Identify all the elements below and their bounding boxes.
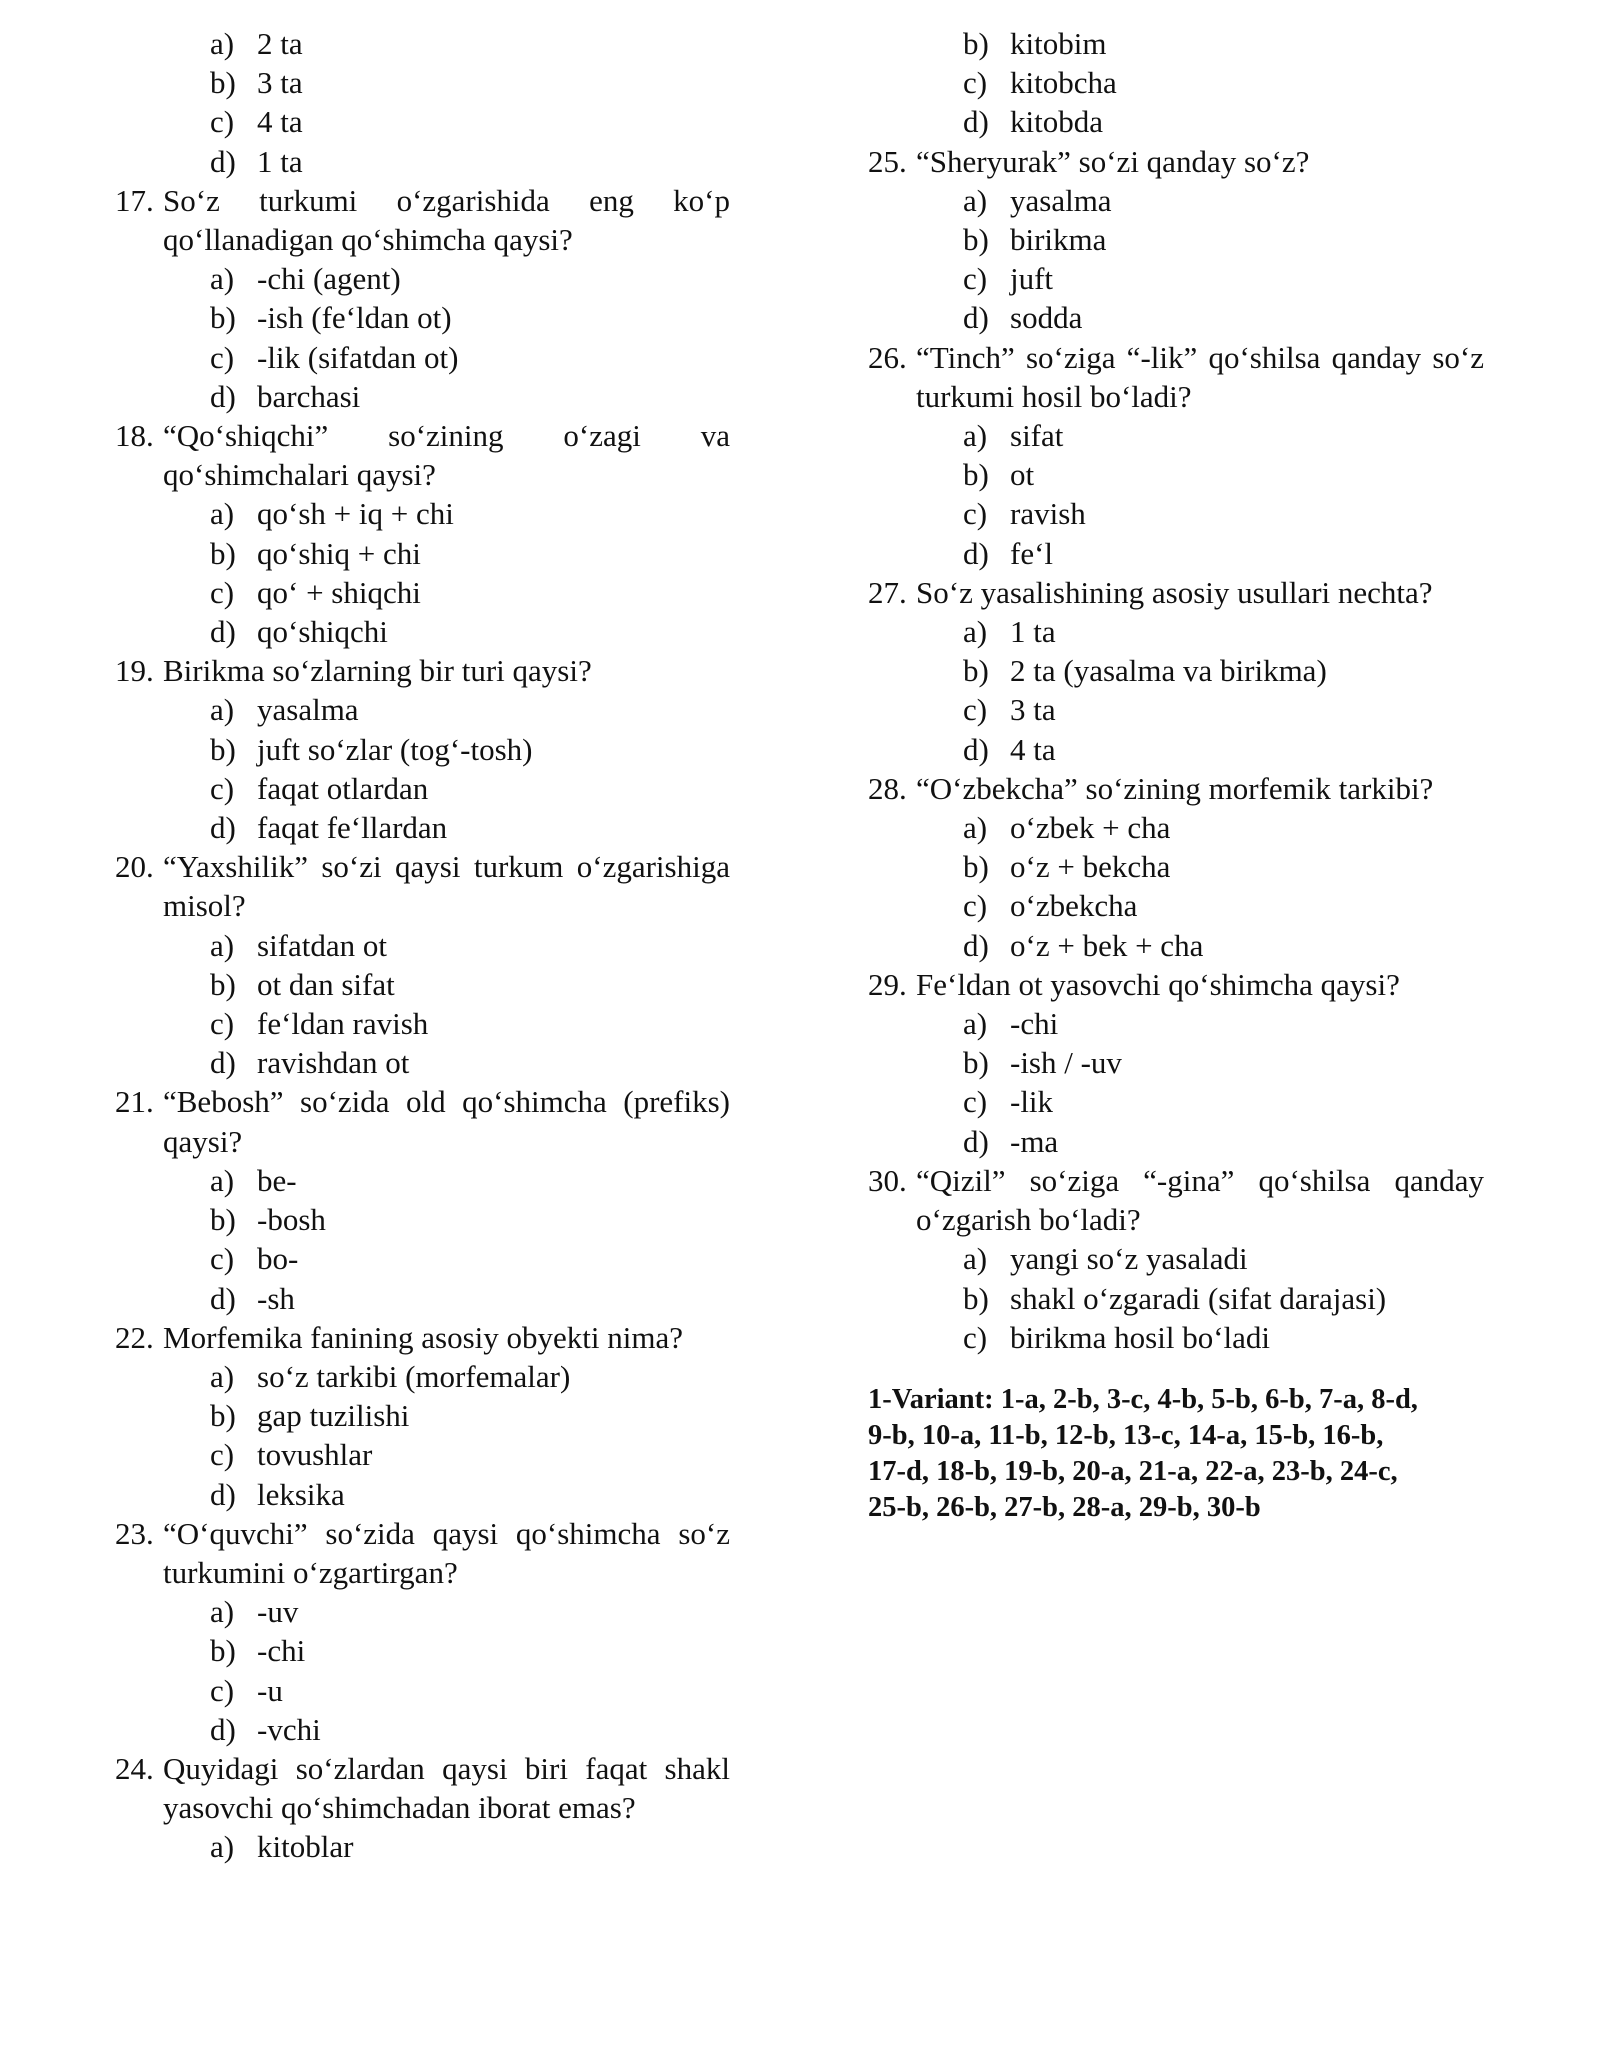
question-number: 19. [115,653,154,689]
answer-option [868,1043,1484,1082]
option-text: fe‘ldan ravish [257,1006,429,1042]
answer-option [868,1279,1484,1318]
option-text: 2 ta (yasalma va birikma) [1010,653,1327,689]
question [868,338,1484,416]
option-letter: b) [963,653,989,689]
question-block [115,416,730,651]
answer-option [115,730,730,769]
answer-option [115,1671,730,1710]
option-letter: c) [210,1437,235,1473]
question [115,1082,730,1160]
question [868,1161,1484,1239]
answer-option [115,1043,730,1082]
answer-option [868,259,1484,298]
option-letter: b) [210,1633,236,1669]
option-letter: c) [210,104,235,140]
question-number: 18. [115,418,154,454]
answer-option [868,847,1484,886]
option-letter: a) [210,1162,235,1198]
answer-option [868,534,1484,573]
question-block [115,181,730,416]
option-letter: c) [963,888,988,924]
question-block [868,965,1484,1161]
option-letter: a) [210,1829,235,1865]
option-text: 3 ta [257,65,303,101]
answer-option [115,102,730,141]
answer-option [115,142,730,181]
option-text: kitoblar [257,1829,354,1865]
option-text: 3 ta [1010,692,1056,728]
option-letter: d) [963,927,989,963]
option-letter: a) [963,418,988,454]
option-letter: c) [963,1319,988,1355]
option-text: barchasi [257,378,361,414]
answer-option [868,102,1484,141]
option-letter: c) [210,339,235,375]
question-block [868,142,1484,338]
option-letter: b) [210,966,236,1002]
answer-option [115,690,730,729]
option-letter: b) [963,1045,989,1081]
option-letter: b) [963,457,989,493]
option-text: -sh [257,1280,295,1316]
answer-option [115,1396,730,1435]
option-letter: b) [210,300,236,336]
question-number: 28. [868,770,907,806]
left-column [115,24,730,1867]
answer-option [868,181,1484,220]
answer-option [868,298,1484,337]
option-letter: a) [210,927,235,963]
answer-option [868,690,1484,729]
question-block [868,1161,1484,1357]
question-text: “Yaxshilik” so‘zi qaysi turkum o‘zgarishiga misol? [163,849,730,924]
answer-option [868,1004,1484,1043]
option-text: faqat fe‘llardan [257,810,448,846]
answer-option [868,612,1484,651]
option-letter: c) [963,261,988,297]
option-letter: c) [210,1006,235,1042]
answer-option [868,1122,1484,1161]
question [868,965,1484,1004]
option-letter: d) [210,1476,236,1512]
question-text: “Sheryurak” so‘zi qanday so‘z? [916,143,1310,179]
option-letter: c) [210,1241,235,1277]
answer-option [868,1239,1484,1278]
option-text: -ish / -uv [1010,1045,1122,1081]
answer-option [115,534,730,573]
question-number: 27. [868,574,907,610]
answer-option [115,24,730,63]
question-text: “Bebosh” so‘zida old qo‘shimcha (prefiks) qaysi? [163,1084,730,1159]
question-block [115,1318,730,1514]
answer-option [115,1592,730,1631]
question [115,651,730,690]
answer-option [868,808,1484,847]
answer-option [115,1710,730,1749]
question-text: “Qo‘shiqchi” so‘zining o‘zagi va qo‘shimchalari qaysi? [163,418,730,493]
option-letter: d) [210,378,236,414]
question-text: “O‘zbekcha” so‘zining morfemik tarkibi? [916,770,1434,806]
option-text: 4 ta [257,104,303,140]
option-letter: a) [963,182,988,218]
answer-option [115,494,730,533]
answer-option [868,63,1484,102]
question [115,1318,730,1357]
answer-option [115,1004,730,1043]
question-text: Birikma so‘zlarning bir turi qaysi? [163,653,592,689]
option-text: o‘zbek + cha [1010,810,1171,846]
question-number: 23. [115,1515,154,1551]
option-letter: c) [210,574,235,610]
answer-key [868,1382,1484,1526]
question [868,769,1484,808]
option-text: shakl o‘zgaradi (sifat darajasi) [1010,1280,1387,1316]
answer-option [868,886,1484,925]
option-text: sodda [1010,300,1083,336]
option-text: 1 ta [257,143,303,179]
option-text: ravishdan ot [257,1045,410,1081]
answer-option [115,612,730,651]
option-text: ot [1010,457,1035,493]
answer-option [115,1475,730,1514]
answer-option [115,1200,730,1239]
option-letter: a) [210,692,235,728]
question-block [115,1514,730,1749]
option-letter: d) [210,1280,236,1316]
question-block [868,338,1484,573]
option-text: leksika [257,1476,345,1512]
option-letter: c) [963,496,988,532]
answer-option [115,965,730,1004]
option-text: -ish (fe‘ldan ot) [257,300,452,336]
question [115,847,730,925]
option-text: qo‘shiqchi [257,614,388,650]
option-text: -chi [257,1633,306,1669]
option-text: qo‘ + shiqchi [257,574,421,610]
option-text: kitobcha [1010,65,1117,101]
option-text: tovushlar [257,1437,373,1473]
option-text: ravish [1010,496,1086,532]
question-block [115,24,730,181]
option-letter: d) [963,1123,989,1159]
option-letter: a) [963,1241,988,1277]
answer-option [115,1631,730,1670]
answer-option [115,1239,730,1278]
question-number: 20. [115,849,154,885]
question-number: 30. [868,1162,907,1198]
option-text: 1 ta [1010,614,1056,650]
question-block [115,847,730,1082]
option-letter: d) [210,143,236,179]
answer-option [868,24,1484,63]
option-text: sifatdan ot [257,927,387,963]
question-number: 17. [115,182,154,218]
option-text: ot dan sifat [257,966,395,1002]
answer-option [868,1082,1484,1121]
option-letter: a) [210,261,235,297]
option-letter: b) [963,26,989,61]
question-text: “O‘quvchi” so‘zida qaysi qo‘shimcha so‘z turkumini o‘zgartirgan? [163,1515,730,1590]
option-text: yangi so‘z yasaladi [1010,1241,1248,1277]
option-letter: a) [963,614,988,650]
question-number: 22. [115,1319,154,1355]
option-text: fe‘l [1010,535,1054,571]
answer-option [115,298,730,337]
question-number: 26. [868,339,907,375]
option-letter: a) [963,810,988,846]
question [868,142,1484,181]
question-block [115,1749,730,1867]
option-letter: a) [963,1006,988,1042]
option-letter: d) [210,1045,236,1081]
answer-option [115,1435,730,1474]
question [868,573,1484,612]
question-number: 24. [115,1750,154,1786]
question-text: Quyidagi so‘zlardan qaysi biri faqat shakl yasovchi qo‘shimchadan iborat emas? [163,1750,730,1826]
option-letter: b) [210,1202,236,1238]
question-block [868,769,1484,965]
option-text: -chi [1010,1006,1059,1042]
option-text: -vchi [257,1711,321,1747]
option-text: o‘z + bekcha [1010,849,1171,885]
answer-option [115,1357,730,1396]
option-letter: d) [963,535,989,571]
answer-option [868,455,1484,494]
option-letter: b) [210,731,236,767]
option-text: kitobim [1010,26,1107,61]
answer-option [115,338,730,377]
answer-option [115,573,730,612]
answer-option [868,220,1484,259]
option-letter: d) [210,810,236,846]
answer-option [868,494,1484,533]
option-text: o‘z + bek + cha [1010,927,1204,963]
option-text: birikma hosil bo‘ladi [1010,1319,1271,1355]
option-text: -u [257,1672,283,1708]
option-letter: c) [963,692,988,728]
option-text: birikma [1010,222,1107,258]
option-text: yasalma [1010,182,1112,218]
option-text: juft [1010,261,1054,297]
question-text: “Tinch” so‘ziga “-lik” qo‘shilsa qanday so‘z turkumi hosil bo‘ladi? [916,339,1484,414]
answer-key-line: 9-b, 10-a, 11-b, 12-b, 13-c, 14-a, 15-b, 16-b, [868,1420,1384,1451]
option-letter: d) [210,614,236,650]
option-letter: a) [210,26,235,61]
answer-option [868,730,1484,769]
option-letter: b) [963,1280,989,1316]
question-text: “Qizil” so‘ziga “-gina” qo‘shilsa qanday o‘zgarish bo‘ladi? [916,1162,1484,1238]
option-letter: a) [210,496,235,532]
option-text: juft so‘zlar (tog‘-tosh) [257,731,533,767]
answer-option [115,1827,730,1866]
option-text: -chi (agent) [257,261,401,297]
option-letter: b) [963,849,989,885]
question [115,1749,730,1827]
answer-key-line: 1-Variant: 1-a, 2-b, 3-c, 4-b, 5-b, 6-b, 7-a, 8-d, [868,1384,1418,1415]
option-letter: d) [963,104,989,140]
right-column [868,24,1484,1357]
option-text: -lik (sifatdan ot) [257,339,459,375]
option-text: be- [257,1162,297,1198]
option-text: faqat otlardan [257,770,429,806]
question-text: So‘z turkumi o‘zgarishida eng ko‘p qo‘llanadigan qo‘shimcha qaysi? [163,182,730,258]
question-number: 29. [868,966,907,1002]
answer-option [115,377,730,416]
option-text: qo‘shiq + chi [257,535,421,571]
answer-option [115,63,730,102]
option-text: -lik [1010,1084,1054,1120]
option-text: sifat [1010,418,1064,454]
option-text: yasalma [257,692,359,728]
option-letter: d) [963,300,989,336]
option-letter: b) [963,222,989,258]
option-letter: c) [210,770,235,806]
option-text: gap tuzilishi [257,1398,410,1434]
answer-option [115,808,730,847]
option-letter: b) [210,535,236,571]
option-text: qo‘sh + iq + chi [257,496,454,532]
question-block [115,1082,730,1317]
answer-option [115,1279,730,1318]
answer-option [115,926,730,965]
option-text: -uv [257,1594,299,1630]
option-text: so‘z tarkibi (morfemalar) [257,1358,571,1394]
answer-option [115,259,730,298]
question-text: Fe‘ldan ot yasovchi qo‘shimcha qaysi? [916,966,1400,1002]
option-text: bo- [257,1241,299,1277]
question-text: Morfemika fanining asosiy obyekti nima? [163,1319,683,1355]
option-letter: d) [210,1711,236,1747]
option-letter: a) [210,1594,235,1630]
answer-option [868,416,1484,455]
question-text: So‘z yasalishining asosiy usullari nechta? [916,574,1433,610]
question [115,181,730,259]
question-number: 21. [115,1084,154,1120]
answer-option [868,651,1484,690]
answer-option [868,926,1484,965]
option-letter: c) [210,1672,235,1708]
answer-option [868,1318,1484,1357]
option-text: -bosh [257,1202,326,1238]
question [115,1514,730,1592]
answer-option [115,769,730,808]
option-letter: b) [210,1398,236,1434]
option-letter: a) [210,1358,235,1394]
option-letter: d) [963,731,989,767]
answer-option [115,1161,730,1200]
option-letter: c) [963,1084,988,1120]
option-text: kitobda [1010,104,1103,140]
question-block [115,651,730,847]
option-text: o‘zbekcha [1010,888,1138,924]
answer-key-line: 25-b, 26-b, 27-b, 28-a, 29-b, 30-b [868,1492,1261,1523]
option-text: 4 ta [1010,731,1056,767]
option-letter: c) [963,65,988,101]
question-number: 25. [868,143,907,179]
question [115,416,730,494]
answer-key-line: 17-d, 18-b, 19-b, 20-a, 21-a, 22-a, 23-b, 24-c, [868,1456,1398,1487]
option-letter: b) [210,65,236,101]
option-text: 2 ta [257,26,303,61]
question-block [868,573,1484,769]
option-text: -ma [1010,1123,1059,1159]
question-block [868,24,1484,142]
